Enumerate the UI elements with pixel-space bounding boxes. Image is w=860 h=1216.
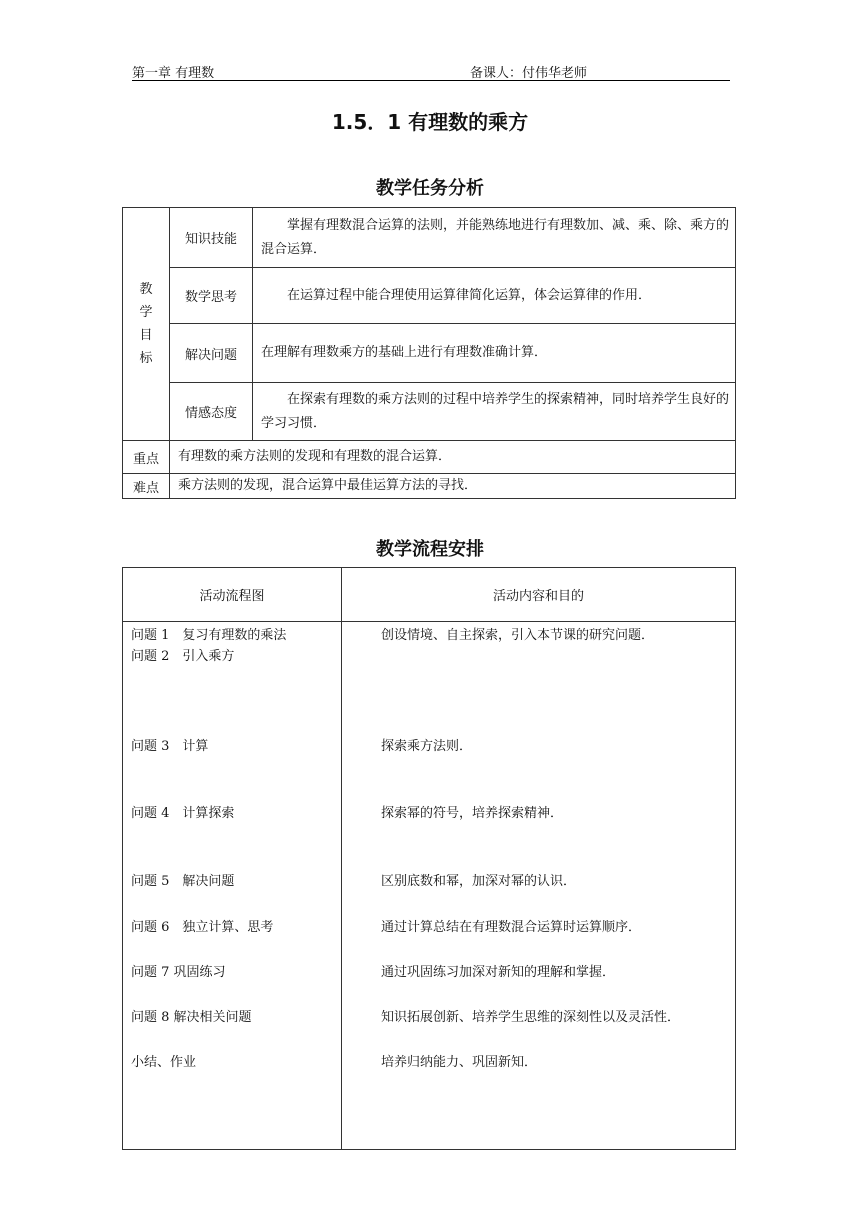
activity-item: 问题 4 计算探索	[131, 806, 235, 821]
row-label: 数学思考	[170, 268, 253, 324]
goal-char: 标	[139, 351, 153, 366]
goal-char: 目	[139, 328, 153, 343]
row-text: 在理解有理数乘方的基础上进行有理数准确计算．	[253, 324, 736, 383]
activity-item: 问题 5 解决问题	[131, 874, 235, 889]
purpose-item: 探索乘方法则．	[381, 739, 473, 754]
page-title: 1.5．1 有理数的乘方	[331, 110, 529, 134]
activity-item: 问题 8 解决相关问题	[131, 1010, 252, 1025]
row-text: 掌握有理数混合运算的法则，并能熟练地进行有理数加、减、乘、除、乘方的混合运算．	[253, 208, 736, 268]
goal-char: 教	[139, 282, 153, 297]
row-label: 情感态度	[170, 383, 253, 441]
chapter-label: 第一章 有理数	[132, 66, 215, 81]
task-analysis-heading: 教学任务分析	[376, 178, 484, 199]
flow-heading: 教学流程安排	[376, 539, 484, 560]
activities-cell	[123, 622, 342, 1150]
table-row	[123, 208, 736, 268]
activity-item: 问题 1 复习有理数的乘法	[131, 628, 287, 643]
table-row	[123, 474, 736, 499]
table-row	[123, 324, 736, 383]
row-text: 在探索有理数的乘方法则的过程中培养学生的探索精神，同时培养学生良好的学习习惯．	[253, 383, 736, 441]
author-label: 备课人：付伟华老师	[470, 66, 588, 81]
difficulty-text: 乘方法则的发现，混合运算中最佳运算方法的寻找．	[170, 474, 736, 499]
activity-item: 问题 2 引入乘方	[131, 649, 235, 664]
activity-item: 问题 7 巩固练习	[131, 965, 226, 980]
col1-header: 活动流程图	[123, 568, 342, 622]
table-row	[123, 268, 736, 324]
col2-header: 活动内容和目的	[342, 568, 736, 622]
purpose-item: 通过巩固练习加深对新知的理解和掌握．	[381, 965, 616, 980]
table-row	[123, 441, 736, 474]
row-label: 知识技能	[170, 208, 253, 268]
goal-group-label	[123, 208, 170, 441]
purpose-item: 创设情境、自主探索，引入本节课的研究问题．	[381, 628, 655, 643]
activity-item: 问题 3 计算	[131, 739, 209, 754]
purpose-item: 知识拓展创新、培养学生思维的深刻性以及灵活性．	[381, 1010, 681, 1025]
page-header	[132, 60, 730, 81]
row-text: 在运算过程中能合理使用运算律简化运算，体会运算律的作用．	[253, 268, 736, 324]
goal-char: 学	[139, 305, 153, 320]
table-row	[123, 622, 736, 1150]
activity-item: 小结、作业	[131, 1055, 197, 1070]
key-point-label: 重点	[123, 441, 170, 474]
flow-table	[122, 567, 736, 1150]
purpose-item: 探索幂的符号，培养探索精神．	[381, 806, 564, 821]
table-row	[123, 568, 736, 622]
purpose-item: 培养归纳能力、巩固新知．	[381, 1055, 538, 1070]
key-point-text: 有理数的乘方法则的发现和有理数的混合运算．	[170, 441, 736, 474]
row-label: 解决问题	[170, 324, 253, 383]
table-row	[123, 383, 736, 441]
difficulty-label: 难点	[123, 474, 170, 499]
task-analysis-table	[122, 207, 736, 499]
purpose-item: 通过计算总结在有理数混合运算时运算顺序．	[381, 920, 642, 935]
purposes-cell	[342, 622, 736, 1150]
activity-item: 问题 6 独立计算、思考	[131, 920, 274, 935]
purpose-item: 区别底数和幂，加深对幂的认识．	[381, 874, 577, 889]
